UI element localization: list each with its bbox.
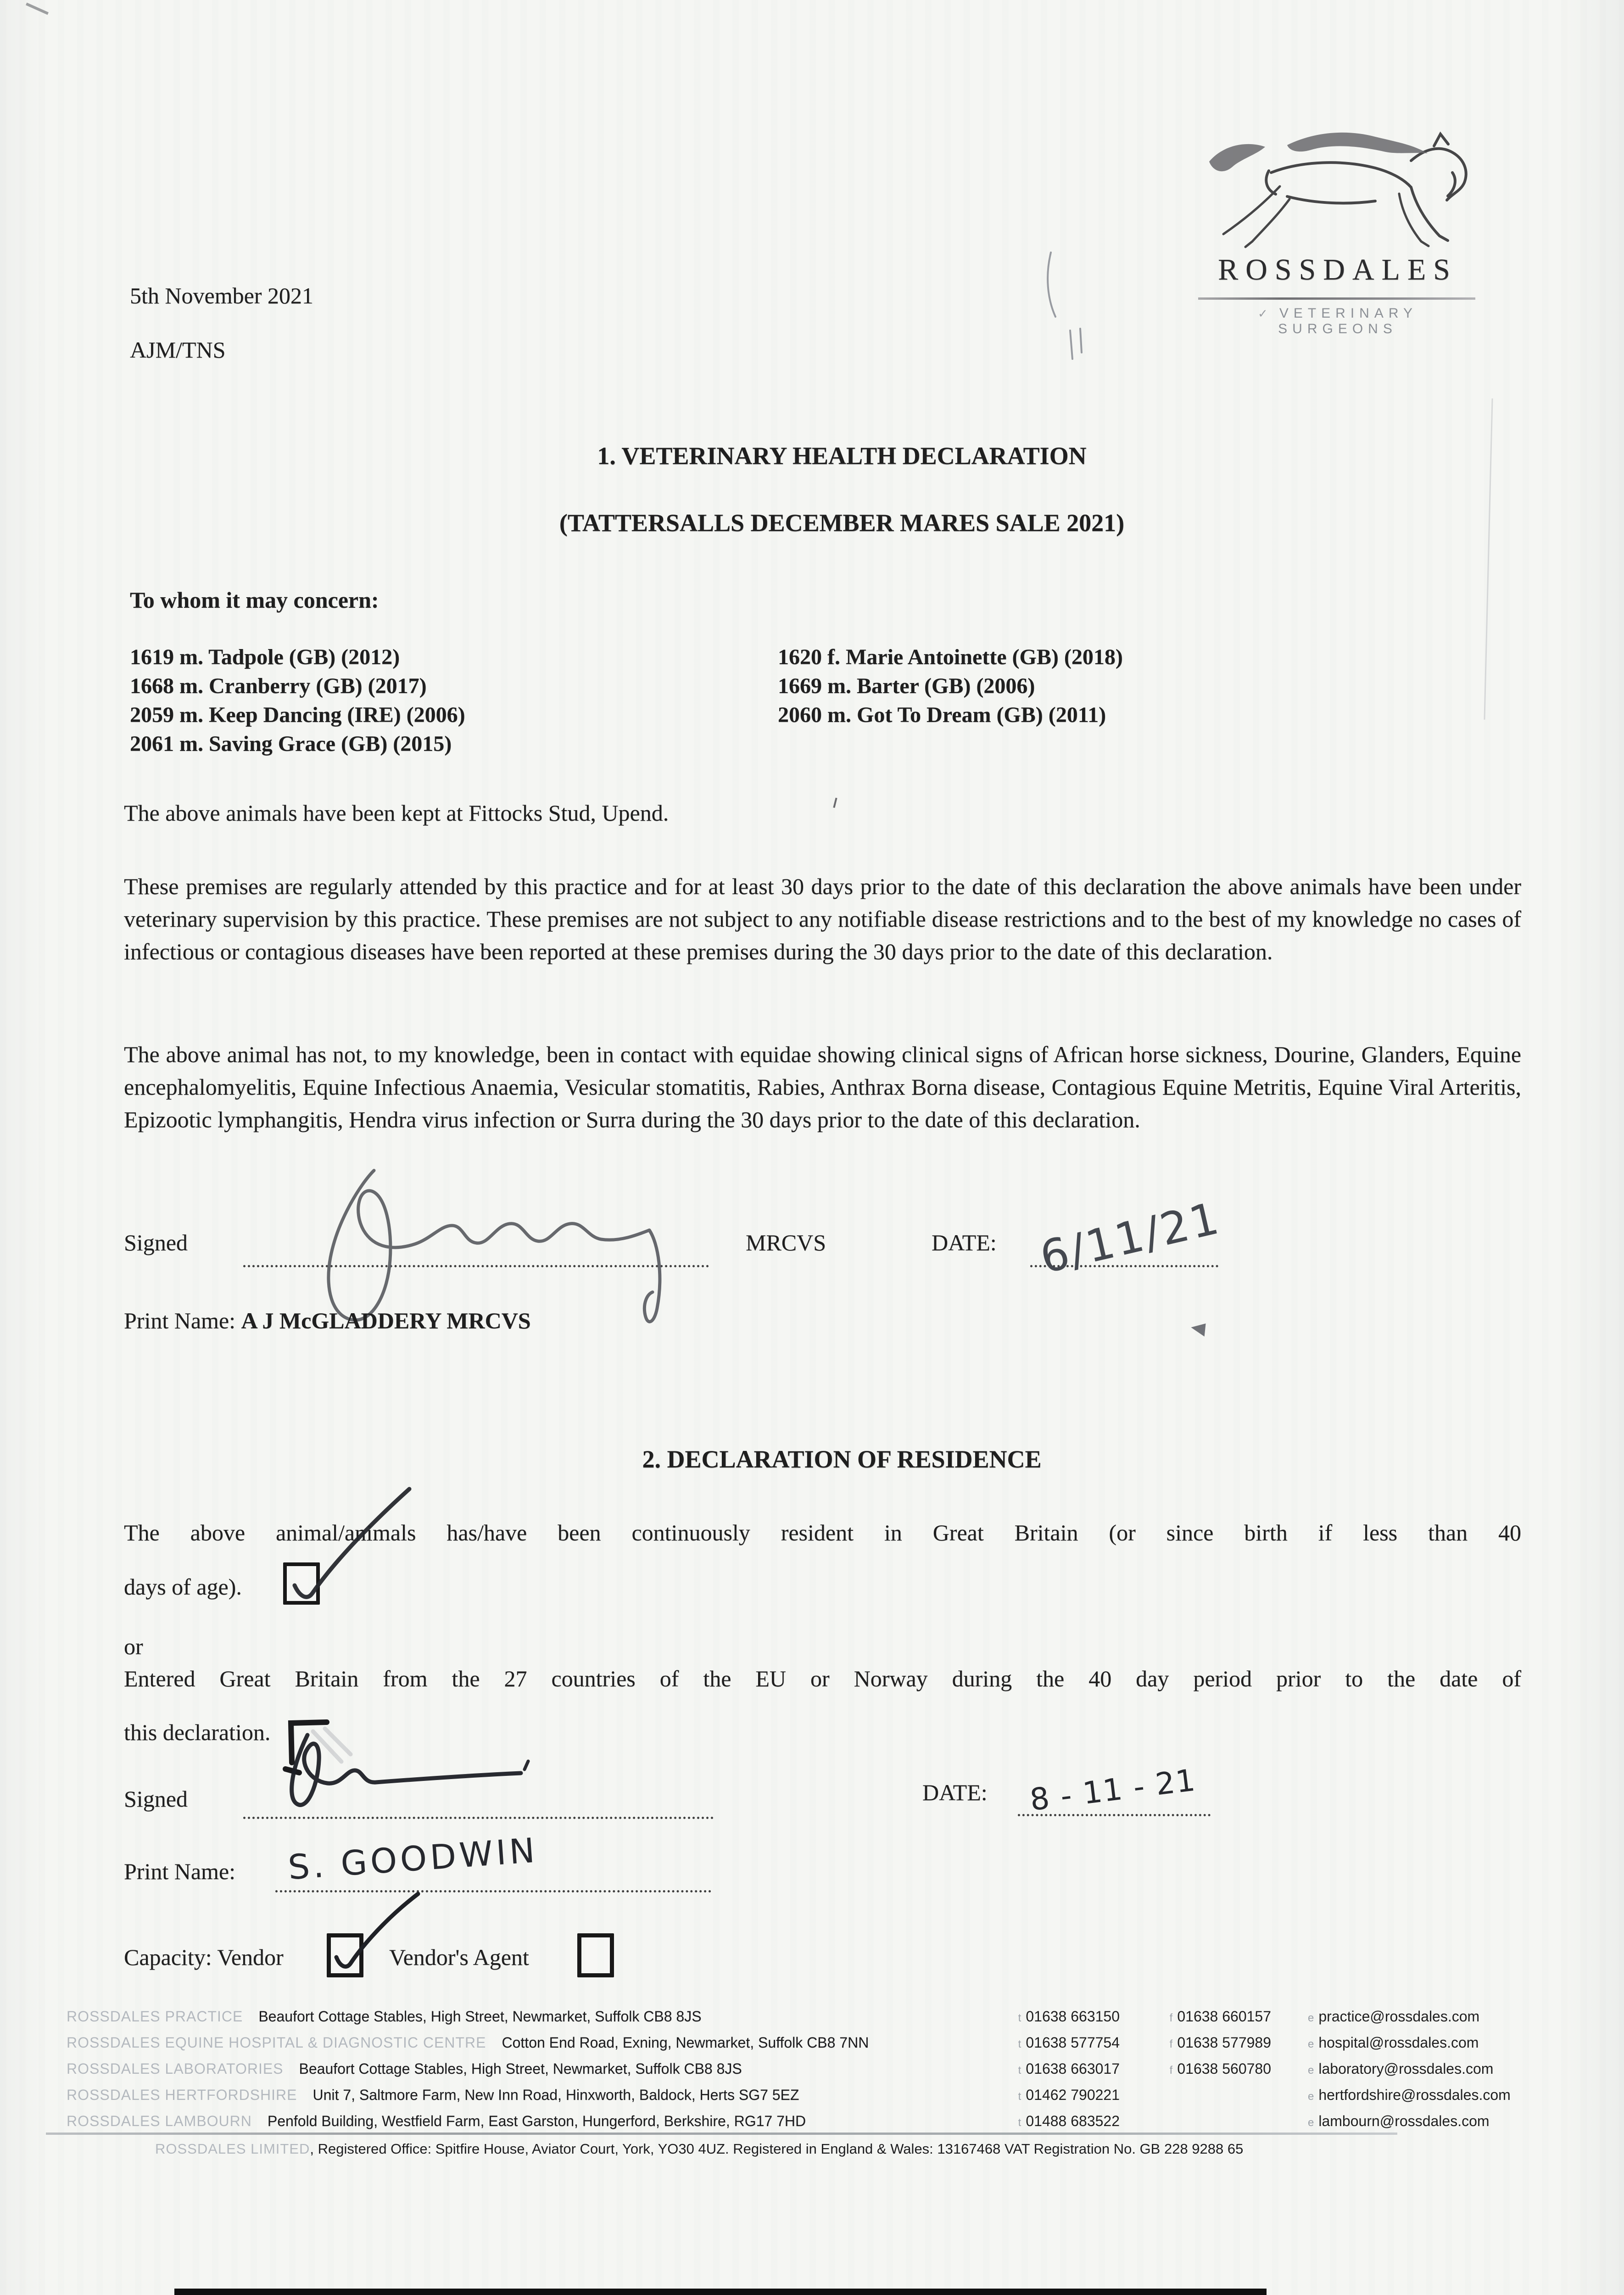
- resident-line1: The above animal/animals has/have been continuously resident in Great Britain (or since birth if less than 40: [124, 1520, 1521, 1545]
- print-name-label-2: Print Name:: [124, 1858, 236, 1884]
- lot-item: 1669 m. Barter (GB) (2006): [778, 674, 1035, 698]
- logo-rule: [1198, 297, 1475, 300]
- date-label: DATE:: [932, 1230, 997, 1255]
- lot-item: 1620 f. Marie Antoinette (GB) (2018): [778, 645, 1123, 669]
- svg-text:8 - 11 - 21: 8 - 11 - 21: [1028, 1762, 1198, 1818]
- salutation: To whom it may concern:: [130, 587, 379, 613]
- footer-fax: [1133, 2113, 1271, 2130]
- footer-email: e laboratory@rossdales.com: [1308, 2060, 1494, 2077]
- footer-office-address: Unit 7, Saltmore Farm, New Inn Road, Hinxworth, Baldock, Herts SG7 5EZ: [313, 2087, 799, 2103]
- footer-email: e practice@rossdales.com: [1308, 2008, 1480, 2025]
- lot-item: 1619 m. Tadpole (GB) (2012): [130, 645, 400, 669]
- lot-item: 1668 m. Cranberry (GB) (2017): [130, 674, 427, 698]
- pen-marks-artifact: [1042, 248, 1106, 376]
- logo-wordmark: ROSSDALES: [1218, 253, 1457, 286]
- footer-fax: f 01638 560780: [1169, 2060, 1271, 2077]
- lot-item: 2059 m. Keep Dancing (IRE) (2006): [130, 703, 465, 727]
- signed-label-2: Signed: [124, 1786, 188, 1812]
- svg-text:S. GOODWIN: S. GOODWIN: [287, 1830, 539, 1888]
- vendors-agent-label: Vendor's Agent: [389, 1944, 529, 1970]
- footer-fax: f 01638 577989: [1169, 2034, 1271, 2051]
- scan-artifact: [26, 3, 49, 15]
- footer-email: e hospital@rossdales.com: [1308, 2034, 1479, 2051]
- entered-line1: Entered Great Britain from the 27 countries of the EU or Norway during the 40 day period prior to the date of: [124, 1666, 1521, 1691]
- rossdales-logo: [1195, 118, 1480, 336]
- footer-office-address: Beaufort Cottage Stables, High Street, Newmarket, Suffolk CB8 8JS: [299, 2060, 742, 2077]
- footer-registered-line: [155, 2141, 1243, 2157]
- resident-line2: days of age).: [124, 1574, 242, 1600]
- vet-date-handwriting: [1023, 1161, 1234, 1299]
- section1-title: 1. VETERINARY HEALTH DECLARATION: [597, 442, 1087, 470]
- signed-label: Signed: [124, 1230, 188, 1255]
- letter-date: 5th November 2021: [130, 283, 313, 308]
- footer-fax: f 01638 660157: [1169, 2008, 1271, 2025]
- letter-reference: AJM/TNS: [130, 337, 226, 363]
- print-name-label: Print Name:: [124, 1308, 236, 1333]
- vendor-signature: [273, 1719, 567, 1825]
- footer-tel: t 01488 683522: [1018, 2113, 1120, 2129]
- lot-item: 2060 m. Got To Dream (GB) (2011): [778, 703, 1106, 727]
- footer-tel: t 01462 790221: [1018, 2087, 1120, 2103]
- footer-fax: [1133, 2087, 1271, 2104]
- footer-office-label: ROSSDALES LAMBOURN: [67, 2113, 252, 2129]
- footer-divider: [46, 2133, 1397, 2135]
- footer-row: [0, 2034, 1624, 2060]
- section2-title: 2. DECLARATION OF RESIDENCE: [642, 1445, 1042, 1473]
- scan-edge-artifact: [174, 2289, 1267, 2295]
- footer-email: e lambourn@rossdales.com: [1308, 2113, 1490, 2129]
- footer-office-label: ROSSDALES EQUINE HOSPITAL & DIAGNOSTIC CENTRE: [67, 2034, 486, 2051]
- mrcvs-label: MRCVS: [746, 1230, 826, 1255]
- entered-line2: this declaration.: [124, 1719, 271, 1745]
- vendor-label: Vendor: [217, 1944, 284, 1970]
- capacity-label: Capacity:: [124, 1944, 212, 1970]
- section1-subtitle: (TATTERSALLS DECEMBER MARES SALE 2021): [559, 509, 1125, 537]
- pen-mark-artifact: [833, 798, 837, 808]
- footer-registered-text: , Registered Office: Spitfire House, Aviator Court, York, YO30 4UZ. Registered in England & Wales: 13167468 VAT Registration No. GB 228 9288 65: [310, 2141, 1244, 2157]
- footer-tel: t 01638 663017: [1018, 2060, 1120, 2077]
- footer-company-label: ROSSDALES LIMITED: [155, 2141, 310, 2157]
- date-label-2: DATE:: [922, 1780, 988, 1805]
- print-name-row: [124, 1307, 531, 1334]
- footer-row: [0, 2087, 1624, 2112]
- footer-office-label: ROSSDALES PRACTICE: [67, 2008, 243, 2025]
- logo-tagline: ✓ VETERINARY SURGEONS: [1195, 306, 1480, 337]
- footer-office-label: ROSSDALES HERTFORDSHIRE: [67, 2087, 297, 2103]
- footer-office-address: Beaufort Cottage Stables, High Street, Newmarket, Suffolk CB8 8JS: [258, 2008, 702, 2025]
- footer-office-address: Penfold Building, Westfield Farm, East Garston, Hungerford, Berkshire, RG17 7HD: [267, 2113, 806, 2129]
- resident-checkbox-tick: [271, 1483, 422, 1617]
- footer-office-label: ROSSDALES LABORATORIES: [67, 2060, 284, 2077]
- or-label: or: [124, 1634, 143, 1659]
- lot-item: 2061 m. Saving Grace (GB) (2015): [130, 732, 452, 756]
- capacity-row: [124, 1944, 284, 1970]
- ink-smudge-artifact: [1189, 1316, 1211, 1339]
- contact-paragraph: The above animal has not, to my knowledge, been in contact with equidae showing clinical signs of African horse sickness, Dourine, Glanders, Equine encephalomyelitis, Equine Infectious Anaemia, Vesicular stomatitis, Rabies, Anthrax Borna disease, Contagious Equine Metritis, Equine Viral Arteritis, Epizootic lymphangitis, Hendra virus infection or Surra during the 30 days prior to the date of this declaration.: [124, 1041, 1521, 1132]
- footer-tel: t 01638 663150: [1018, 2008, 1120, 2025]
- print-name-value: A J McGLADDERY MRCVS: [241, 1308, 531, 1333]
- premises-paragraph: These premises are regularly attended by this practice and for at least 30 days prior to the date of this declaration the above animals have been under veterinary supervision by this practice. These premises are not subject to any notifiable disease restrictions and to the best of my knowledge no cases of infectious or contagious diseases have been reported at these premises during the 30 days prior to the date of this declaration.: [124, 873, 1521, 964]
- footer-email: e hertfordshire@rossdales.com: [1308, 2087, 1511, 2103]
- leaping-horse-icon: [1195, 118, 1480, 252]
- vendor-print-name-handwriting: [282, 1819, 613, 1892]
- kept-at-line: The above animals have been kept at Fittocks Stud, Upend.: [124, 800, 669, 826]
- svg-text:6/11/21: 6/11/21: [1035, 1192, 1225, 1284]
- footer-tel: t 01638 577754: [1018, 2034, 1120, 2051]
- footer-office-address: Cotton End Road, Exning, Newmarket, Suffolk CB8 7NN: [502, 2034, 869, 2051]
- vendor-date-handwriting: [1021, 1748, 1237, 1826]
- footer-row: [0, 2060, 1624, 2086]
- footer-row: [0, 2008, 1624, 2034]
- vendors-agent-checkbox: [577, 1933, 614, 1977]
